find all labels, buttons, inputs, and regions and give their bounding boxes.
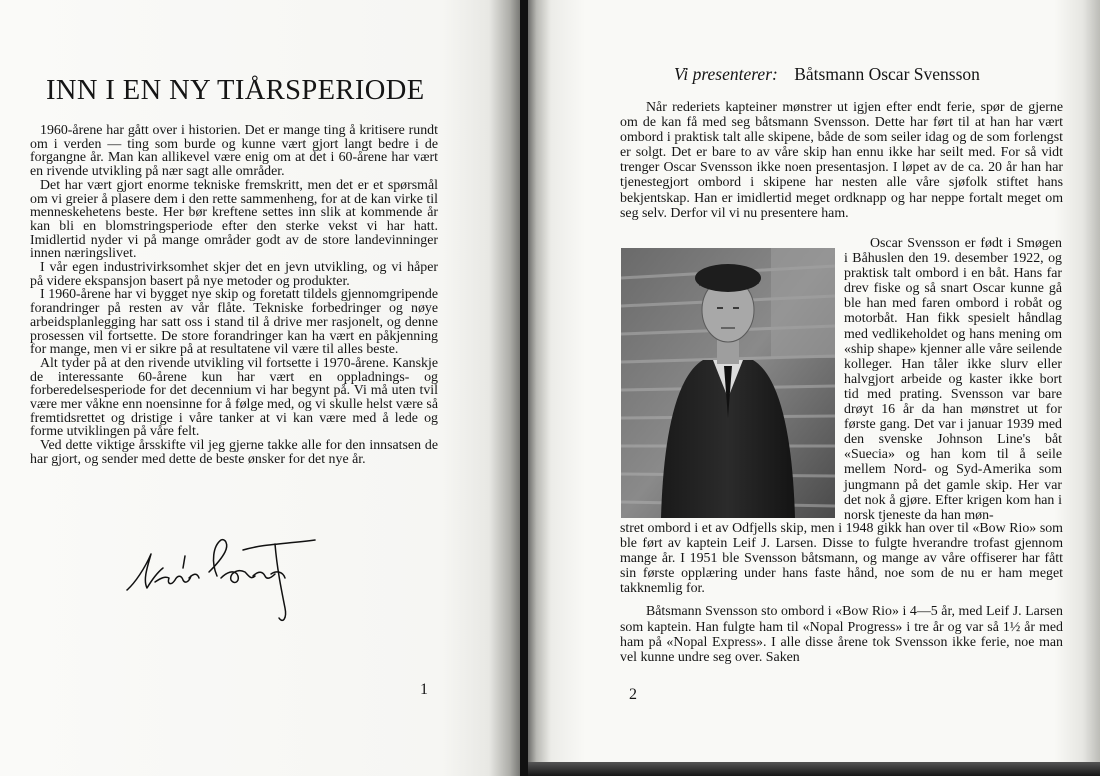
portrait-photo	[621, 248, 835, 518]
column-paragraph: Oscar Svensson er født i Smøgen i Båhuslen den 19. desember 1922, og praktisk talt ombord i en båt. Hans far drev fiske og så snart Oscar kunne gå ble han med faren ombord i robåt og motorbåt. Han fikk spesielt håndlag med vedlikeholdet og hans mening om «ship shape» kjenner alle våre seilende kolleger. Han tåler ikke slurv eller halvgjort arbeide og kaster ikke bort tid med prating. Svensson var bare drøyt 16 år da han mønstret ut for første gang. Det var i januar 1939 med den svenske Johnson Line's båt «Suecia» og han kom til å seile mellem Nord- og Syd-Amerika som jungmann på det gamle skip. Her var det nok å gjøre. Efter krigen kom han i norsk tjeneste da han møn-	[844, 236, 1062, 523]
page-bottom-shadow	[528, 762, 1100, 776]
left-paragraph-3: I vår egen industrivirksomhet skjer det en jevn utvikling, og vi håper på videre ekspansjon basert på nye metoder og produkter.	[30, 260, 438, 289]
left-paragraph-2: Det har vært gjort enorme tekniske fremskritt, men det er et spørsmål om vi greier å plasere dem i den rette sammenheng, for at de kan virke til menneskehetens beste. Her bør kreftene settes inn slik at kommende år kan bli en blomstringsperiode efter den sterke vekst vi har hatt. Imidlertid nyder vi på mange områder godt av de store landevinninger innen næringslivet.	[30, 177, 438, 262]
article-heading: Båtsmann Oscar Svensson	[794, 64, 980, 84]
portrait-photo-image	[621, 248, 835, 518]
wide-paragraph-1: stret ombord i et av Odfjells skip, men i 1948 gikk han over til «Bow Rio» som ble ført av kaptein Leif J. Larsen. Disse to fulgte hverandre trofast gjennom mange år. I 1951 ble Svensson båtsmann, og mange av våre offiserer har fått sin første opplæring under hans faste hånd, noe som de nu er ham meget takknemlig for.	[620, 521, 1063, 597]
left-paragraph-6: Ved dette viktige årsskifte vil jeg gjerne takke alle for den innsatsen de har gjort, og sender med dette de beste ønsker for det nye år.	[30, 438, 438, 467]
page-gutter-shadow	[490, 0, 520, 776]
page-number-right: 2	[629, 686, 637, 703]
left-page-body	[30, 124, 438, 467]
right-page	[528, 0, 1100, 776]
article-intro	[620, 100, 1063, 221]
article-kicker: Vi presenterer:	[674, 64, 778, 84]
wide-paragraph-2: Båtsmann Svensson sto ombord i «Bow Rio» i 4—5 år, med Leif J. Larsen som kaptein. Han fulgte ham til «Nopal Progress» i tre år og var så 1½ år med ham på «Nopal Express». I alle disse årene tok Svensson ikke ferie, noe man vel kunne undre seg over. Saken	[620, 604, 1063, 665]
left-page	[0, 0, 520, 776]
book-spine	[520, 0, 528, 776]
article-wide-text	[620, 521, 1063, 665]
left-paragraph-5: Alt tyder på at den rivende utvikling vil fortsette i 1970-årene. Kanskje de interessante 60-årene kun har vært en oppladnings- og forberedelsesperiode for det decennium vi har begynt på. Vi må uten tvil være mer våkne enn noensinne for å følge med, og vi skulle helst være så fremtidsrettet og dristige i våre tanker at vi kan være med å lede og forme utviklingen på våre felt.	[30, 355, 438, 440]
handwritten-signature	[125, 528, 325, 628]
page-number-left: 1	[420, 681, 428, 698]
left-page-title: INN I EN NY TIÅRSPERIODE	[46, 75, 425, 106]
left-paragraph-4: I 1960-årene har vi bygget nye skip og foretatt tildels gjennomgripende forandringer på resten av vår flåte. Tekniske forbedringer og nøye arbeidsplanlegging har satt oss i stand til å drive mer rasjonelt, og denne prosessen vil fortsette. De store forandringer kan ha vært en påkjenning for mange, men vi er sikre på at resultatene vil være til alles beste.	[30, 287, 438, 358]
intro-paragraph: Når rederiets kapteiner mønstrer ut igjen efter endt ferie, spør de gjerne om de kan få med seg båtsmann Svensson. Dette har ført til at han har vært ombord i praktisk talt alle skipene, både de som seiler idag og de som forlengst er solgt. Det er bare to av våre skip han ennu ikke har seilt med. For så vidt trenger Oscar Svensson ikke noen presentasjon. I løpet av de ca. 20 år han har tjenestegjort ombord i skipene har nesten alle våre sjøfolk stiftet hans bekjentskap. Han er imidlertid meget ordknapp og har neppe fortalt meget om seg selv. Derfor vil vi nu presentere ham.	[620, 100, 1063, 221]
article-header	[674, 64, 1084, 85]
article-column-text	[844, 236, 1062, 523]
left-paragraph-1: 1960-årene har gått over i historien. Det er mange ting å kritisere rundt om i verden — ting som burde og kunne vært gjort langt bedre i de forgangne år. Man kan allikevel være enig om at det i 60-årene har vært en rivende utvikling på nær sagt alle områder.	[30, 123, 438, 180]
